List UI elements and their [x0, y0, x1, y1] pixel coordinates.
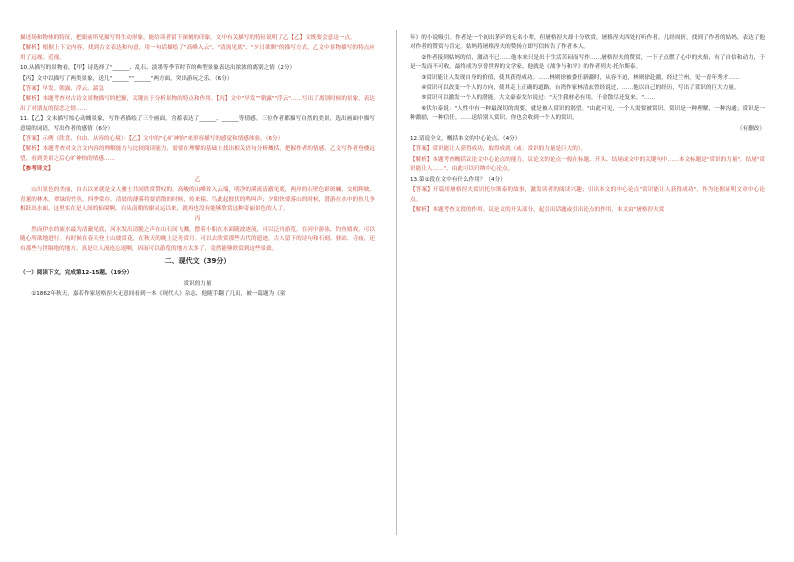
question-13: 13.第①段在文中有什么作用？（4分） — [410, 176, 506, 183]
analysis-12: 【解析】本题考查概括议论文中心论点的能力。议论文的论点一般在标题、开头、结尾或文中的关键句中……本文标题是"赏识的力量"，结尾"赏识能让人……"，由此可以归纳中心论点。 — [410, 156, 765, 173]
question-11: 11.【乙】文末描写惊心动魄景象，写作者描绘了三个画面，含蓄表达了______、______等情感。三位作者都描写自然的美景，选出画面中描写意境的词语，写出作者的感情（6分） — [20, 116, 375, 132]
column-divider — [396, 30, 397, 535]
question-10b: 【丙】文中以描写了两类景象，送儿"______""______"两方面，突出游玩之乐。（6分） — [20, 75, 233, 82]
answer-13: 【答案】开篇用屠格涅夫赏识托尔斯泰的故事，激发读者的阅读兴趣；引出本文的中心论点"赏识能让人获得成功"，作为论据证明文章中心论点。 — [410, 187, 765, 203]
answer-11: 【答案】示例（欣喜、自由、从容的心境）：【乙】文中的"心旷神怡"来形容描写的感觉和情感体验。（6分） — [20, 136, 284, 143]
answer-10: 【答案】早发、朝露、浮云、湍急 — [20, 86, 104, 93]
analysis-11: 【解析】本题考查对文言文内容的理解能力与比较阅读能力，需要在理解的基础上找出相关语句分析概括，把握作者的情感，乙文写作者登楼远望，看到美景之后心旷神怡的情感…… — [20, 146, 375, 162]
left-paragraph: 描述场和物体的特征，把眼前所见描写得生动形象，能给读者留下深刻的印象。文中有关描写的特征说明了乙【乙】文既要会意这一点， — [20, 35, 356, 41]
reading-instruction: （一）阅读下文，完成第12-15题。（19分） — [20, 270, 133, 277]
article-title: 赏识的力量 — [183, 280, 212, 287]
article-paragraph-6: ⑥伏尔泰说："人性中有一种最深切的需要，就是被人赏识的渴望。"由此可见，一个人需要被赏识。赏识是一种理解，一种沟通；赏识是一种激励，一种信任。……送给别人赏识，你也会收到一个人的赏识。 — [410, 105, 765, 122]
section-title: 二、现代文（39分） — [164, 256, 231, 265]
question-10: 10.从描写的景物看，【甲】诗选择了"______、乱石、淡墨等季节时节的典型景象表达出浓浓的离别之情（2分） — [20, 65, 296, 72]
article-paragraph-1-cont: 年》的小说吸引。作者是一个初出茅庐的无名小辈，但屠格涅夫却十分欣赏，屠格涅夫四处打听作者，几经周折，找到了作者的姑妈，表达了他对作者的赞赏与肯定。姑妈将屠格涅夫的赞扬立即写信转告了作者本人。 — [410, 35, 765, 51]
left-column — [20, 34, 375, 301]
passage-yi-text: 山川景色的美丽，自古以来就是文人雅士共同欣赏赞叹的。高峻的山峰耸入云端，明净的溪流清澈见底，两岸的石壁色彩斑斓，交相辉映。青葱的林木，翠绿的竹丛，四季常存。清晨的薄雾将要消散的时候，传来猿、鸟此起彼伏的鸣叫声；夕阳快要落山的时候，潜游在水中的鱼儿争相跃出水面。这里实在是人间的仙境啊。自从南朝的谢灵运以来，就再也没有能够欣赏这种奇丽景色的人了。 — [20, 187, 375, 212]
article-paragraph-3: ③赏识能让人发现自身的价值，使其获得成功。……林则徐被委任新疆时，从容不迫，林则徐赴疆，经过兰州，见一青年秀才…… — [421, 74, 740, 81]
left-analysis: 【解析】根据上下文内容，找到古文表达和句意，用一句话描绘了"高峰入云"、"清流见底"、"夕日欲颓"的描写方式，乙文中景物描写的特点应用了远视、近视。 — [20, 45, 375, 61]
article-paragraph-5: ⑤赏识可以激发一个人的潜能。大文豪泰戈尔说过："天生我材必有用，千金散尽还复来。"…… — [421, 95, 656, 102]
source-note: （有删改） — [737, 125, 765, 132]
article-paragraph-2: ②作者接到姑妈的信，激动不已……他本来只是出于生活苦闷而写作……屠格涅夫的赞赏，一下子点燃了心中的火焰，有了自信和动力，于是一发而不可收，最终成为享誉世界的文学家。他就是《战争与和平》的作者列夫·托尔斯泰。 — [410, 54, 765, 71]
passage-bing-label: 丙 — [194, 216, 201, 223]
question-12: 12.请说全文，概括本文的中心论点。（4分） — [410, 136, 521, 143]
passage-yi-label: 乙 — [194, 176, 201, 183]
right-column — [410, 34, 765, 216]
article-paragraph-4: ④赏识可以改变一个人的方向，使其走上正确的道路。台湾作家林清玄曾经说过，……他以自己的经历，写出了赏识的巨大力量。 — [421, 85, 740, 92]
article-paragraph-1: ①1862年秋天，嘉若作家居格涅夫无意间看到一本《现代人》杂志，他随手翻了几页，被一篇题为《童 — [31, 291, 286, 298]
reference-translation-label: 【参考译文】 — [20, 166, 54, 173]
analysis-10: 【解析】本题考查对古诗文景物描写的把握，关键在于分析景物的特点和作用。【丙】文中"早发""朝露""浮云"……写出了离别时候的景象，表达出了对朋友的留恋之情…… — [20, 96, 375, 112]
passage-bing-text: 然而伊水的流水最为清澈见底，河水发出清脆之声在山石间飞溅，摆着小船在水面随波逐流，可以泛舟游览，在河中游泳，钓鱼嬉戏，可以随心所欲地进行。有时候在春天登上山坡赏花，在秋天的晚上泛舟赏月。可以去欣赏那些古代的遗迹，古人留下的诗句和石刻、驿站、寺庙，还有那些与世隔绝的地方。真是让人流连忘返啊，因而可以游览的地方太多了，竟然能够欣赏到这些景致。 — [20, 226, 375, 252]
analysis-13: 【解析】本题考查文段的作用。议论文的开头部分，起引出话题或引出论点的作用，本文由"屠格涅夫赏 — [410, 206, 665, 213]
answer-12: 【答案】赏识能让人获得成功，取得成就（或：赏识的力量是巨大的）。 — [410, 146, 587, 153]
